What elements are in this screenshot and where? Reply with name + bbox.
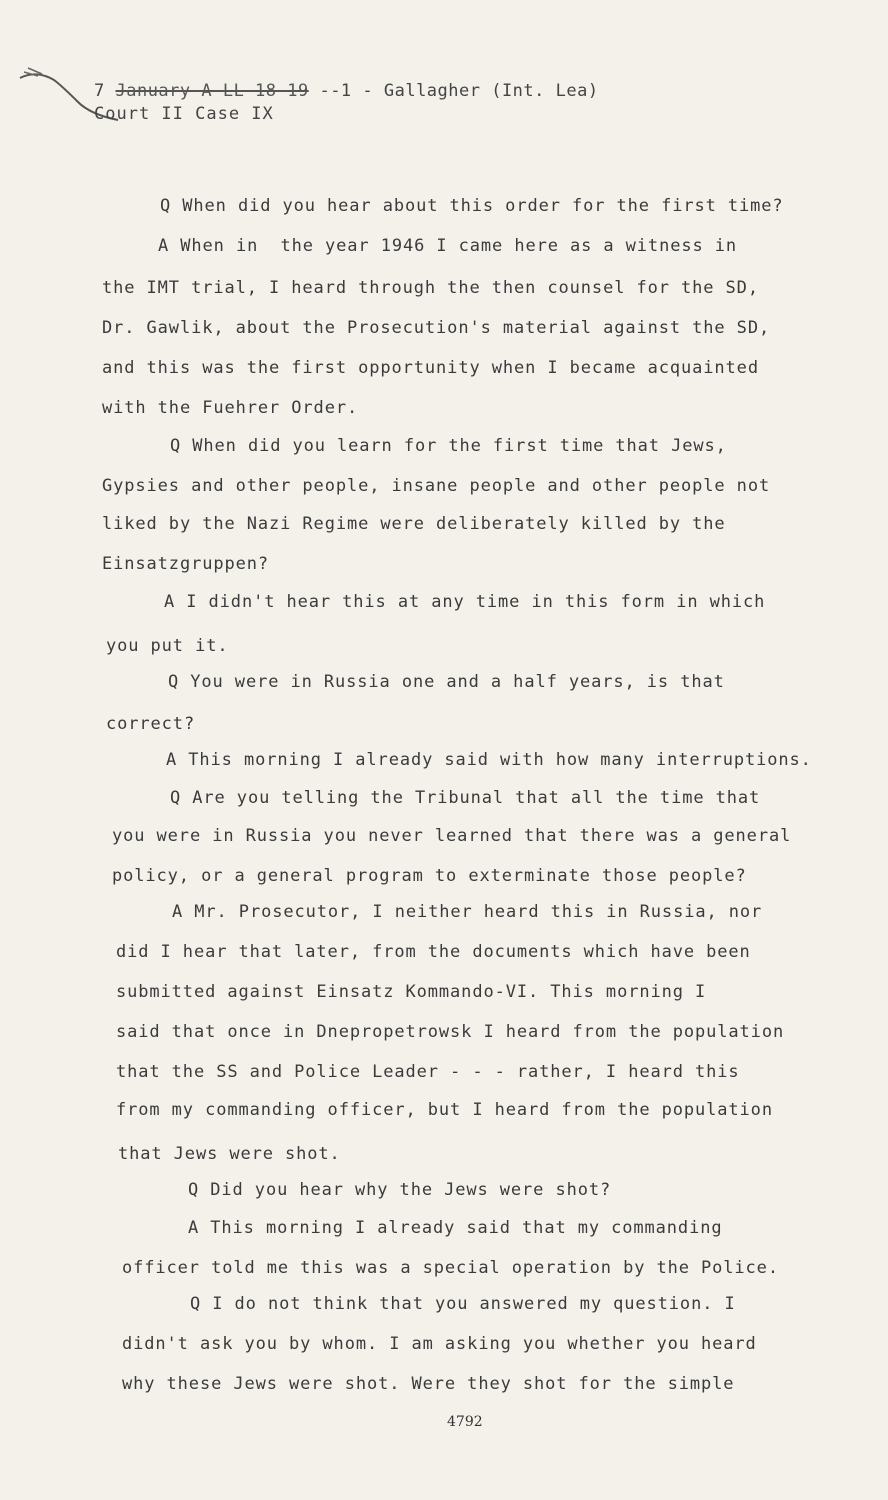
body-line: you were in Russia you never learned that there was a general [112, 826, 792, 846]
header-suffix: --1 - Gallagher (Int. Lea) [308, 81, 599, 101]
body-line: correct? [106, 714, 196, 734]
body-line: Q I do not think that you answered my question. I [190, 1294, 736, 1314]
body-line: Einsatzgruppen? [102, 554, 270, 574]
body-line: that Jews were shot. [118, 1144, 341, 1164]
body-line: that the SS and Police Leader - - - rather, I heard this [116, 1062, 740, 1082]
body-line: A This morning I already said with how many interruptions. [166, 750, 812, 770]
body-line: Q Did you hear why the Jews were shot? [188, 1180, 612, 1200]
body-line: Q Are you telling the Tribunal that all the time that [170, 788, 761, 808]
header-prefix: 7 [94, 81, 116, 101]
body-line: Gypsies and other people, insane people and other people not [102, 476, 771, 496]
body-line: Q When did you hear about this order for the first time? [160, 196, 784, 216]
body-line: A Mr. Prosecutor, I neither heard this in Russia, nor [172, 902, 763, 922]
body-line: from my commanding officer, but I heard from the population [116, 1100, 773, 1120]
body-line: why these Jews were shot. Were they shot for the simple [122, 1374, 735, 1394]
body-line: the IMT trial, I heard through the then counsel for the SD, [102, 278, 759, 298]
body-line: did I hear that later, from the documents which have been [116, 942, 751, 962]
body-line: and this was the first opportunity when I became acquainted [102, 358, 759, 378]
body-line: with the Fuehrer Order. [102, 398, 359, 418]
body-line: submitted against Einsatz Kommando-VI. This morning I [116, 982, 707, 1002]
page-header [94, 78, 599, 104]
body-line: officer told me this was a special operation by the Police. [122, 1258, 779, 1278]
body-line: A I didn't hear this at any time in this form in which [164, 592, 766, 612]
body-line: you put it. [106, 636, 229, 656]
body-line: A When in the year 1946 I came here as a witness in [158, 236, 738, 256]
page-number: 4792 [447, 1414, 483, 1430]
body-line: Dr. Gawlik, about the Prosecution's material against the SD, [102, 318, 771, 338]
body-line: A This morning I already said that my commanding [188, 1218, 723, 1238]
body-line: liked by the Nazi Regime were deliberately killed by the [102, 514, 726, 534]
body-line: didn't ask you by whom. I am asking you whether you heard [122, 1334, 757, 1354]
body-line: said that once in Dnepropetrowsk I heard from the population [116, 1022, 785, 1042]
body-line: Q When did you learn for the first time that Jews, [170, 436, 727, 456]
header-court-case: Court II Case IX [94, 104, 274, 124]
header-struck-date: January-A-LL-18-19 [115, 81, 309, 101]
body-line: policy, or a general program to exterminate those people? [112, 866, 747, 886]
body-line: Q You were in Russia one and a half years, is that [168, 672, 725, 692]
